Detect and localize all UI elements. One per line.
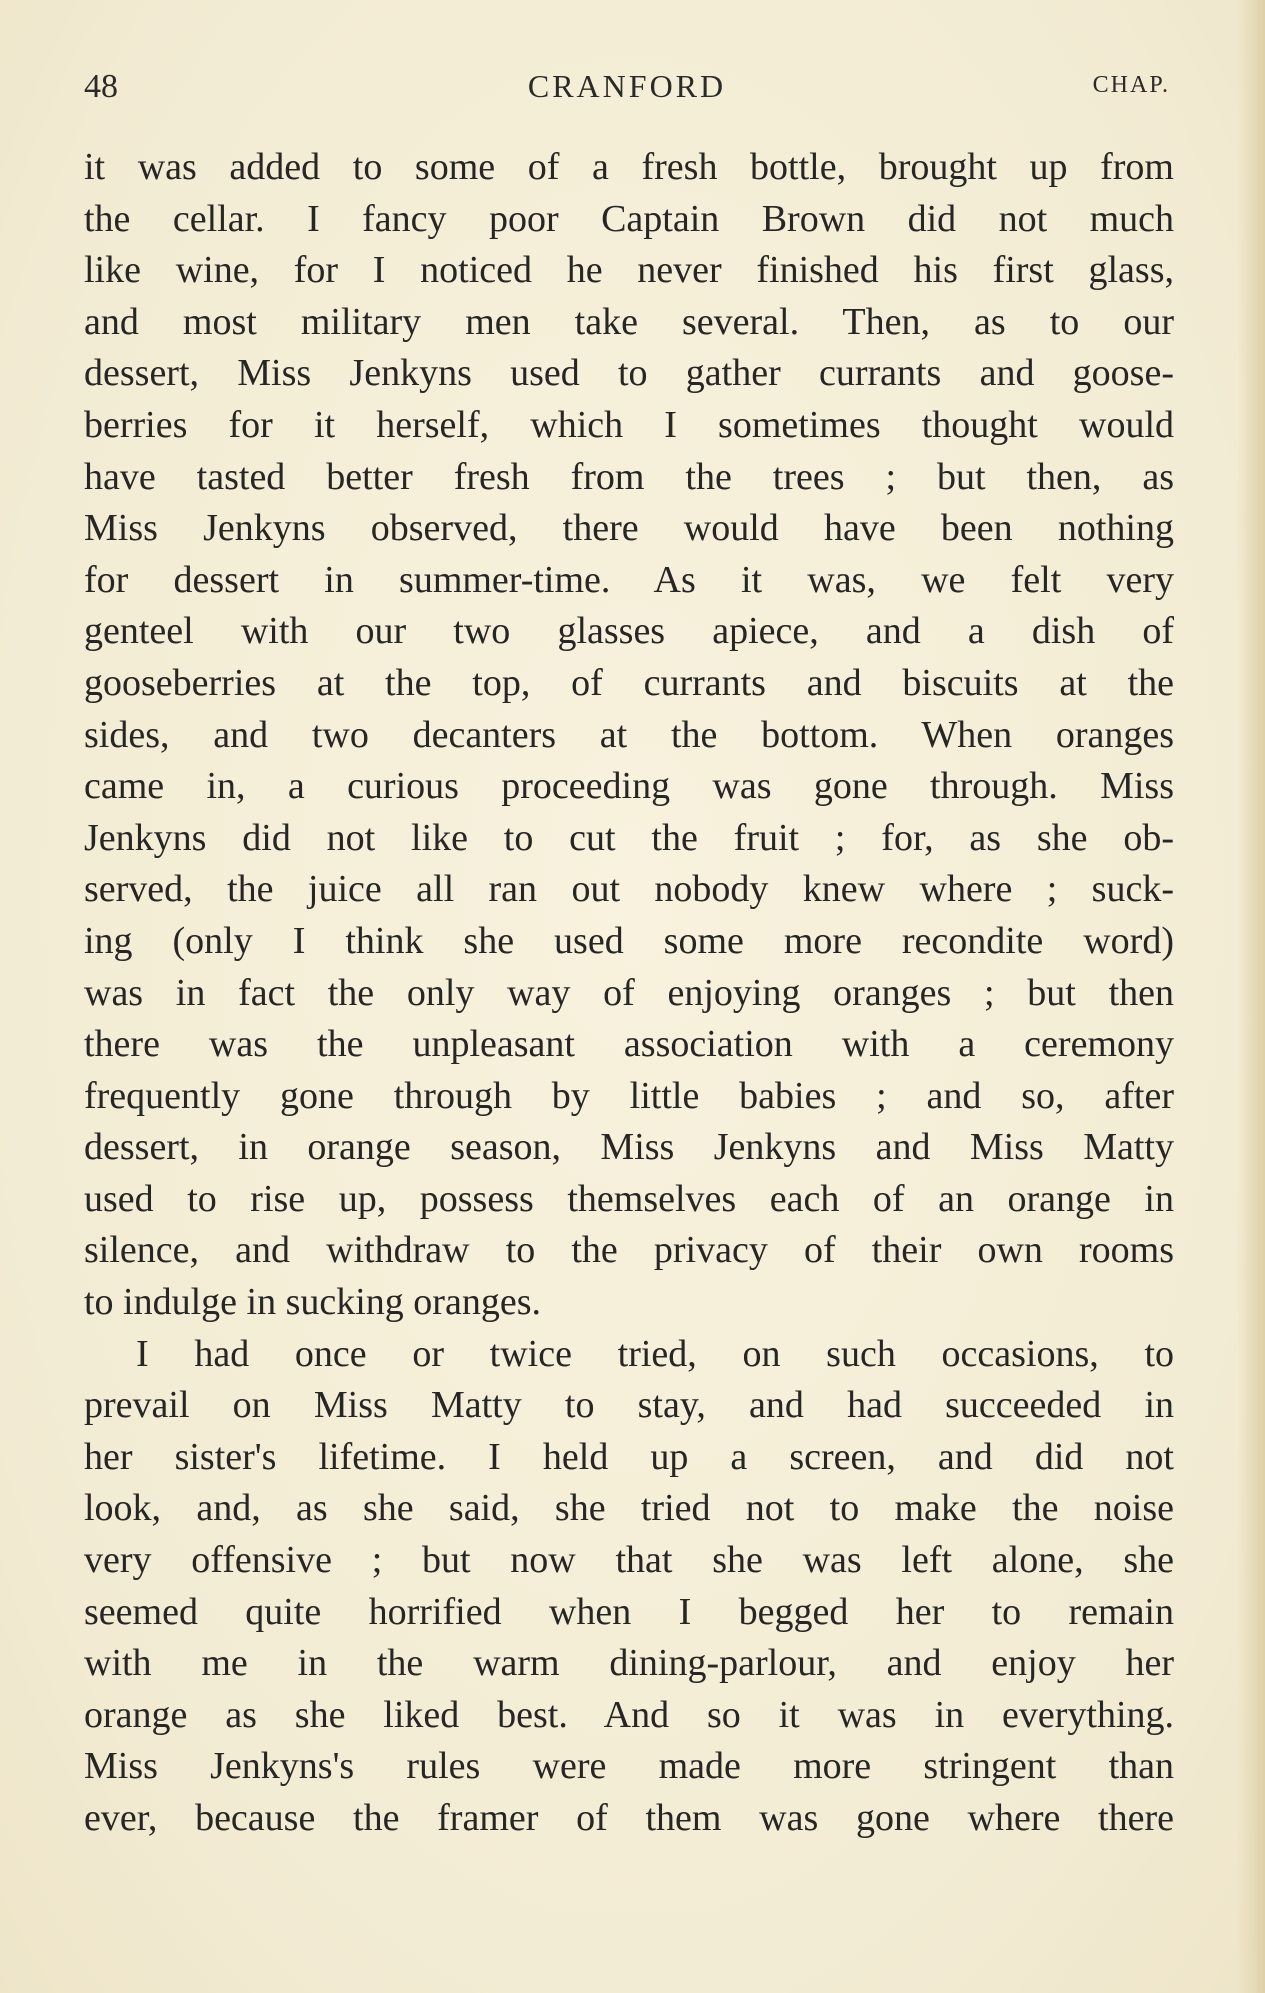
- text-line: used to rise up, possess themselves each of an orange in: [84, 1177, 1174, 1220]
- text-line: have tasted better fresh from the trees ; but then, as: [84, 455, 1174, 498]
- running-head: [84, 68, 1170, 112]
- text-line: orange as she liked best. And so it was in everything.: [84, 1693, 1174, 1736]
- text-line: there was the unpleasant association with a ceremony: [84, 1023, 1174, 1066]
- text-line: served, the juice all ran out nobody knew where ; suck-: [84, 868, 1174, 911]
- text-line: dessert, Miss Jenkyns used to gather currants and goose-: [84, 352, 1174, 395]
- paragraph-end-line: to indulge in sucking oranges.: [84, 1281, 541, 1324]
- text-line: seemed quite horrified when I begged her to remain: [84, 1590, 1174, 1633]
- text-line: sides, and two decanters at the bottom. When oranges: [84, 713, 1174, 756]
- text-line: Miss Jenkyns's rules were made more stringent than: [84, 1745, 1174, 1788]
- text-line: dessert, in orange season, Miss Jenkyns and Miss Matty: [84, 1126, 1174, 1169]
- text-line: genteel with our two glasses apiece, and a dish of: [84, 610, 1174, 653]
- page-number: 48: [84, 68, 118, 105]
- text-line: for dessert in summer-time. As it was, we felt very: [84, 558, 1174, 601]
- page-edge-shading: [1237, 0, 1265, 1993]
- text-line: berries for it herself, which I sometimes thought would: [84, 403, 1174, 446]
- text-line: her sister's lifetime. I held up a screen, and did not: [84, 1435, 1174, 1478]
- text-line: Miss Jenkyns observed, there would have been nothing: [84, 507, 1174, 550]
- text-line: Jenkyns did not like to cut the fruit ; for, as she ob-: [84, 816, 1174, 859]
- text-line: very offensive ; but now that she was left alone, she: [84, 1539, 1174, 1582]
- text-line: look, and, as she said, she tried not to make the noise: [84, 1487, 1174, 1530]
- text-line: frequently gone through by little babies ; and so, after: [84, 1074, 1174, 1117]
- running-title: CRANFORD: [527, 68, 727, 104]
- text-line: the cellar. I fancy poor Captain Brown did not much: [84, 197, 1174, 240]
- text-line: silence, and withdraw to the privacy of their own rooms: [84, 1229, 1174, 1272]
- text-line: prevail on Miss Matty to stay, and had succeeded in: [84, 1384, 1174, 1427]
- text-line: came in, a curious proceeding was gone through. Miss: [84, 765, 1174, 808]
- text-line: gooseberries at the top, of currants and biscuits at the: [84, 661, 1174, 704]
- text-line: ing (only I think she used some more recondite word): [84, 919, 1174, 962]
- text-line: it was added to some of a fresh bottle, brought up from: [84, 146, 1174, 188]
- text-line: and most military men take several. Then, as to our: [84, 300, 1174, 343]
- text-line: was in fact the only way of enjoying oranges ; but then: [84, 971, 1174, 1014]
- text-line: like wine, for I noticed he never finished his first glass,: [84, 249, 1174, 292]
- chapter-abbreviation: CHAP.: [1092, 72, 1170, 98]
- text-line: with me in the warm dining-parlour, and enjoy her: [84, 1642, 1174, 1685]
- paragraph-start-line: I had once or twice tried, on such occasions, to: [136, 1332, 1174, 1375]
- text-line: ever, because the framer of them was gone where there: [84, 1797, 1174, 1839]
- body-text: [84, 142, 1174, 1845]
